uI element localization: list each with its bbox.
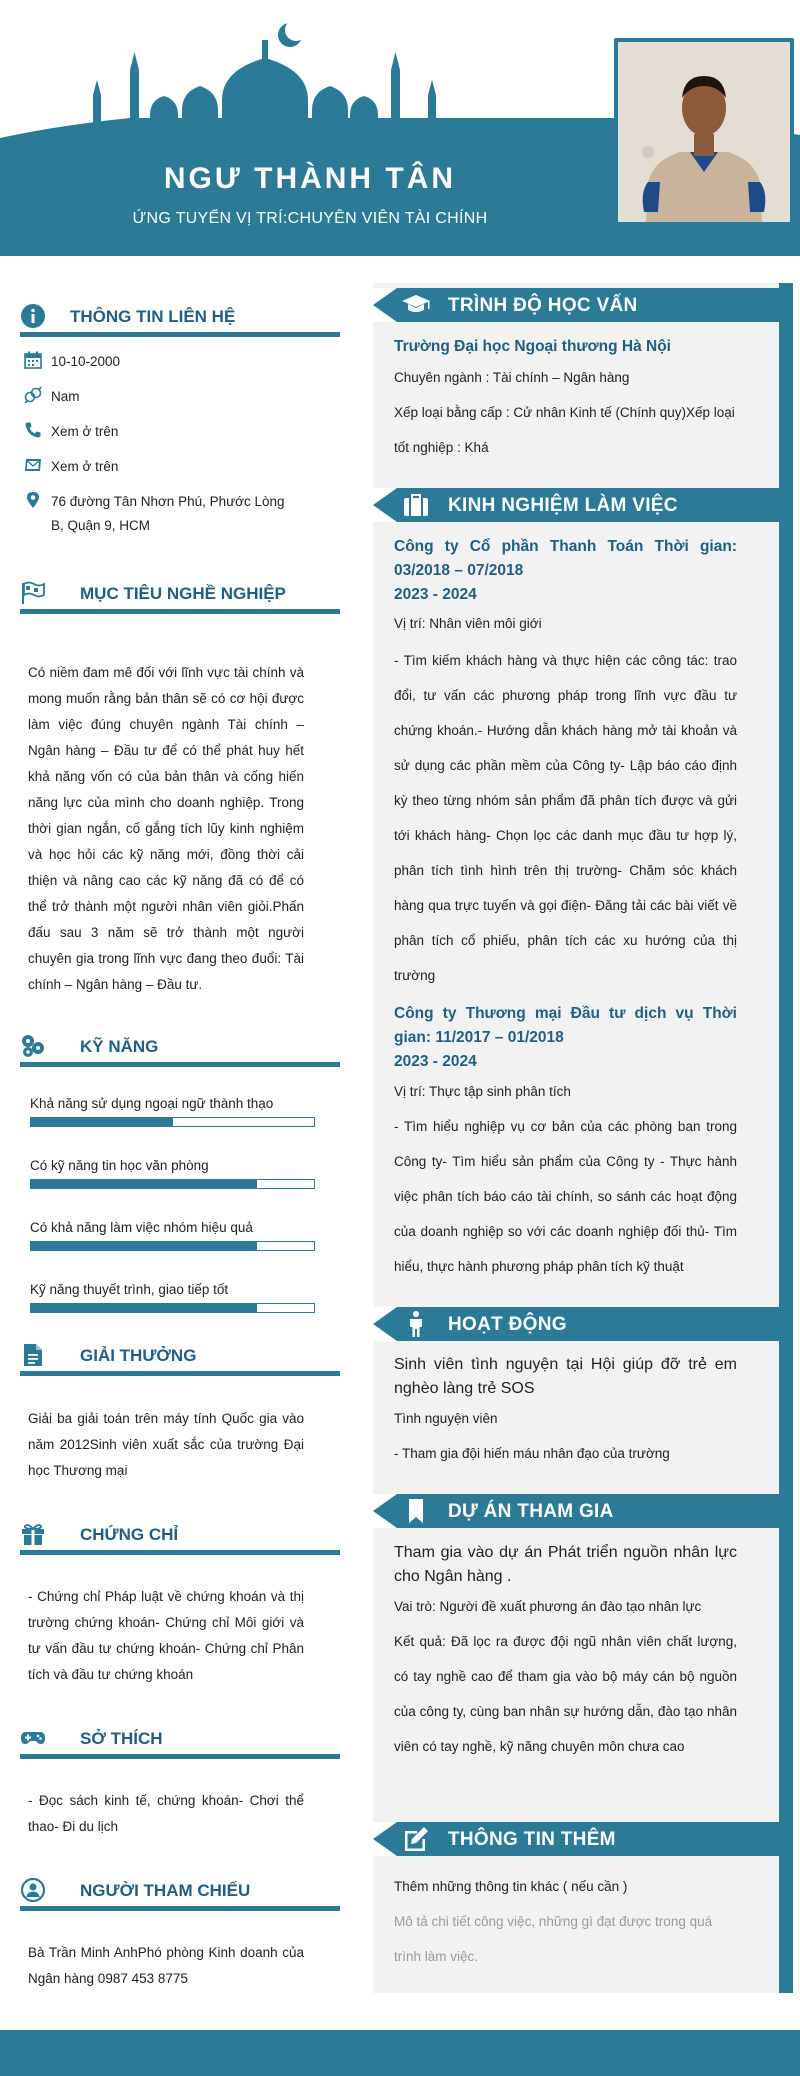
hobbies-text: - Đọc sách kinh tế, chứng khoán- Chơi thể thao- Đi du lịch bbox=[28, 1793, 304, 1834]
birthday-value: 10-10-2000 bbox=[51, 354, 121, 369]
job-company: Công ty Cổ phần Thanh Toán Thời gian: 03/2018 – 07/2018 bbox=[394, 538, 737, 579]
activity-person-icon bbox=[401, 1310, 431, 1338]
contact-title: THÔNG TIN LIÊN HỆ bbox=[70, 307, 236, 326]
person-icon bbox=[20, 1877, 46, 1903]
flag-icon bbox=[20, 580, 46, 606]
projects-role: Vai trò: Người đề xuất phương án đào tạo nhân lực bbox=[394, 1599, 702, 1614]
extra-section-title bbox=[373, 1822, 779, 1856]
profile-photo bbox=[614, 38, 794, 226]
skills-section-title bbox=[20, 1027, 340, 1067]
header bbox=[0, 0, 800, 256]
skill-bar-fill bbox=[31, 1242, 257, 1250]
job-role: Vị trí: Thực tập sinh phân tích bbox=[394, 1084, 571, 1099]
activities-title: HOẠT ĐỘNG bbox=[448, 1314, 567, 1335]
skills-icon bbox=[20, 1033, 46, 1059]
skill-bar bbox=[30, 1179, 315, 1189]
extra-line: Thêm những thông tin khác ( nếu cần ) bbox=[394, 1879, 628, 1894]
job-period: 2023 - 2024 bbox=[394, 1053, 477, 1070]
info-icon bbox=[20, 303, 46, 329]
hobbies-section-title bbox=[20, 1719, 340, 1759]
education-title: TRÌNH ĐỘ HỌC VẤN bbox=[448, 295, 638, 316]
job-period: 2023 - 2024 bbox=[394, 586, 477, 603]
awards-section-title bbox=[20, 1336, 340, 1376]
education-school: Trường Đại học Ngoại thương Hà Nội bbox=[394, 338, 671, 355]
education-section-title bbox=[373, 288, 779, 322]
phone-icon bbox=[24, 421, 42, 439]
certificates-title: CHỨNG CHỈ bbox=[80, 1525, 179, 1544]
skill-item bbox=[30, 1220, 315, 1251]
objective-section-title bbox=[20, 574, 340, 614]
references-title: NGƯỜI THAM CHIẾU bbox=[80, 1881, 251, 1900]
applied-position: ỨNG TUYỂN VỊ TRÍ:CHUYÊN VIÊN TÀI CHÍNH bbox=[132, 210, 488, 227]
awards-text: Giải ba giải toán trên máy tính Quốc gia vào năm 2012Sinh viên xuất sắc của trường Đại học Thương mại bbox=[28, 1411, 304, 1478]
experience-title: KINH NGHIỆM LÀM VIỆC bbox=[448, 495, 678, 516]
hobbies-title: SỞ THÍCH bbox=[80, 1729, 163, 1748]
bookmark-icon bbox=[401, 1497, 431, 1525]
skill-item bbox=[30, 1096, 315, 1127]
email-icon bbox=[24, 456, 42, 474]
candidate-name: NGƯ THÀNH TÂN bbox=[163, 162, 457, 195]
objective-title: MỤC TIÊU NGHỀ NGHIỆP bbox=[80, 584, 286, 603]
gift-icon bbox=[20, 1521, 46, 1547]
skill-label: Khả năng sử dụng ngoại ngữ thành thạo bbox=[30, 1096, 274, 1111]
avatar bbox=[618, 42, 790, 222]
awards-title: GIẢI THƯỞNG bbox=[80, 1346, 197, 1365]
skill-label: Có khả năng làm việc nhóm hiệu quả bbox=[30, 1220, 253, 1235]
contact-section-title bbox=[20, 297, 340, 337]
skill-bar bbox=[30, 1241, 315, 1251]
activities-lead: Sinh viên tình nguyện tại Hội giúp đỡ trẻ em nghèo làng trẻ SOS bbox=[394, 1356, 737, 1397]
location-icon bbox=[24, 491, 42, 509]
job-role: Vị trí: Nhân viên môi giới bbox=[394, 616, 542, 631]
experience-section-title bbox=[373, 488, 779, 522]
activities-role: Tình nguyện viên bbox=[394, 1411, 498, 1426]
phone-value: Xem ở trên bbox=[51, 424, 119, 439]
skill-item bbox=[30, 1158, 315, 1189]
address-line-1: 76 đường Tân Nhơn Phú, Phước Lòng bbox=[51, 494, 285, 509]
gender-value: Nam bbox=[51, 389, 80, 404]
document-icon bbox=[20, 1342, 46, 1368]
skill-bar-fill bbox=[31, 1118, 173, 1126]
extra-title: THÔNG TIN THÊM bbox=[448, 1829, 616, 1850]
education-major: Chuyên ngành : Tài chính – Ngân hàng bbox=[394, 370, 630, 385]
skills-title: KỸ NĂNG bbox=[80, 1037, 159, 1056]
activities-section-title bbox=[373, 1307, 779, 1341]
gamepad-icon bbox=[20, 1725, 46, 1751]
education-degree: Xếp loại bằng cấp : Cử nhân Kinh tế (Chính quy)Xếp loại tốt nghiệp : Khá bbox=[394, 405, 735, 455]
briefcase-icon bbox=[401, 491, 431, 519]
gender-icon bbox=[24, 386, 42, 404]
skill-bar bbox=[30, 1117, 315, 1127]
activities-detail: - Tham gia đội hiến máu nhân đạo của trường bbox=[394, 1446, 670, 1461]
projects-section-title bbox=[373, 1494, 779, 1528]
email-value: Xem ở trên bbox=[51, 459, 119, 474]
skill-item bbox=[30, 1282, 315, 1313]
graduation-cap-icon bbox=[401, 291, 431, 319]
skill-bar-fill bbox=[31, 1304, 257, 1312]
skill-bar bbox=[30, 1303, 315, 1313]
projects-lead: Tham gia vào dự án Phát triển nguồn nhân lực cho Ngân hàng . bbox=[394, 1544, 737, 1585]
footer-band bbox=[0, 2030, 800, 2076]
job-description: - Tìm kiếm khách hàng và thực hiện các công tác: trao đổi, tư vấn các phương pháp trong lĩnh vực đầu tư chứng khoán.- Hướng dẫn khách hàng mở tài khoản và sử dụng các phần mềm của Công ty- Lập báo cáo định kỳ theo từng nhóm sản phẩm đã phân tích được và gửi tới khách hàng- Chọn lọc các danh mục đầu tư hợp lý, phân tích tình hình trên thị trường- Chăm sóc khách hàng qua trực tuyến và gọi điện- Đăng tải các bài viết về phân tích cổ phiếu, phân tích các xu hướng của thị trường bbox=[394, 653, 737, 983]
job-description: - Tìm hiểu nghiệp vụ cơ bản của các phòng ban trong Công ty- Tìm hiểu sản phẩm của Công ty - Thực hành việc phân tích báo cáo tài chính, so sánh các hoạt động của doanh nghiệp so với các doanh nghiệp đối thủ- Tìm hiểu, thực hành phương pháp phân tích kỹ thuật bbox=[394, 1119, 737, 1274]
projects-result: Kết quả: Đã lọc ra được đội ngũ nhân viên chất lượng, có tay nghề cao để tham gia vào bộ máy cán bộ nguồn của công ty, cùng ban nhân sự hướng dẫn, đào tạo nhân viên có tay nghề, kỹ năng chuyên môn chưa cao bbox=[394, 1634, 737, 1754]
job-company: Công ty Thương mại Đầu tư dịch vụ Thời gian: 11/2017 – 01/2018 bbox=[394, 1005, 737, 1046]
right-column-accent-bar bbox=[779, 283, 793, 1993]
references-section-title bbox=[20, 1871, 340, 1911]
references-text: Bà Trần Minh AnhPhó phòng Kinh doanh của Ngân hàng 0987 453 8775 bbox=[28, 1945, 304, 1986]
objective-text: Có niềm đam mê đối với lĩnh vực tài chính và mong muốn rằng bản thân sẽ có cơ hội được làm việc đúng chuyên ngành Tài chính – Ngân hàng – Đầu tư để có thể phát huy hết khả năng vốn có của bản thân và cống hiến năng lực của mình cho doanh nghiệp. Trong thời gian ngắn, cố gắng tích lũy kinh nghiệm và học hỏi các kỹ năng mới, đồng thời cải thiện và nâng cao các kỹ năng đã có để có thể trở thành một người nhân viên giỏi.Phấn đấu sau 3 năm sẽ trở thành một người chuyên gia trong lĩnh vực đang theo đuổi: Tài chính – Ngân hàng – Đầu tư. bbox=[28, 665, 304, 992]
address-line-2: B, Quận 9, HCM bbox=[51, 518, 151, 533]
calendar-icon bbox=[24, 351, 42, 369]
extra-placeholder: Mô tả chi tiết công việc, những gì đạt được trong quá trình làm việc. bbox=[394, 1914, 713, 1964]
edit-icon bbox=[401, 1825, 431, 1853]
certificates-section-title bbox=[20, 1515, 340, 1555]
skill-label: Có kỹ năng tin học văn phòng bbox=[30, 1158, 209, 1173]
certificates-text: - Chứng chỉ Pháp luật về chứng khoán và thị trường chứng khoán- Chứng chỉ Môi giới và tư vấn đầu tư chứng khoán- Chứng chỉ Phân tích và đầu tư chứng khoán bbox=[28, 1589, 304, 1682]
projects-title: DỰ ÁN THAM GIA bbox=[448, 1501, 614, 1522]
skill-label: Kỹ năng thuyết trình, giao tiếp tốt bbox=[30, 1282, 229, 1297]
skill-bar-fill bbox=[31, 1180, 257, 1188]
